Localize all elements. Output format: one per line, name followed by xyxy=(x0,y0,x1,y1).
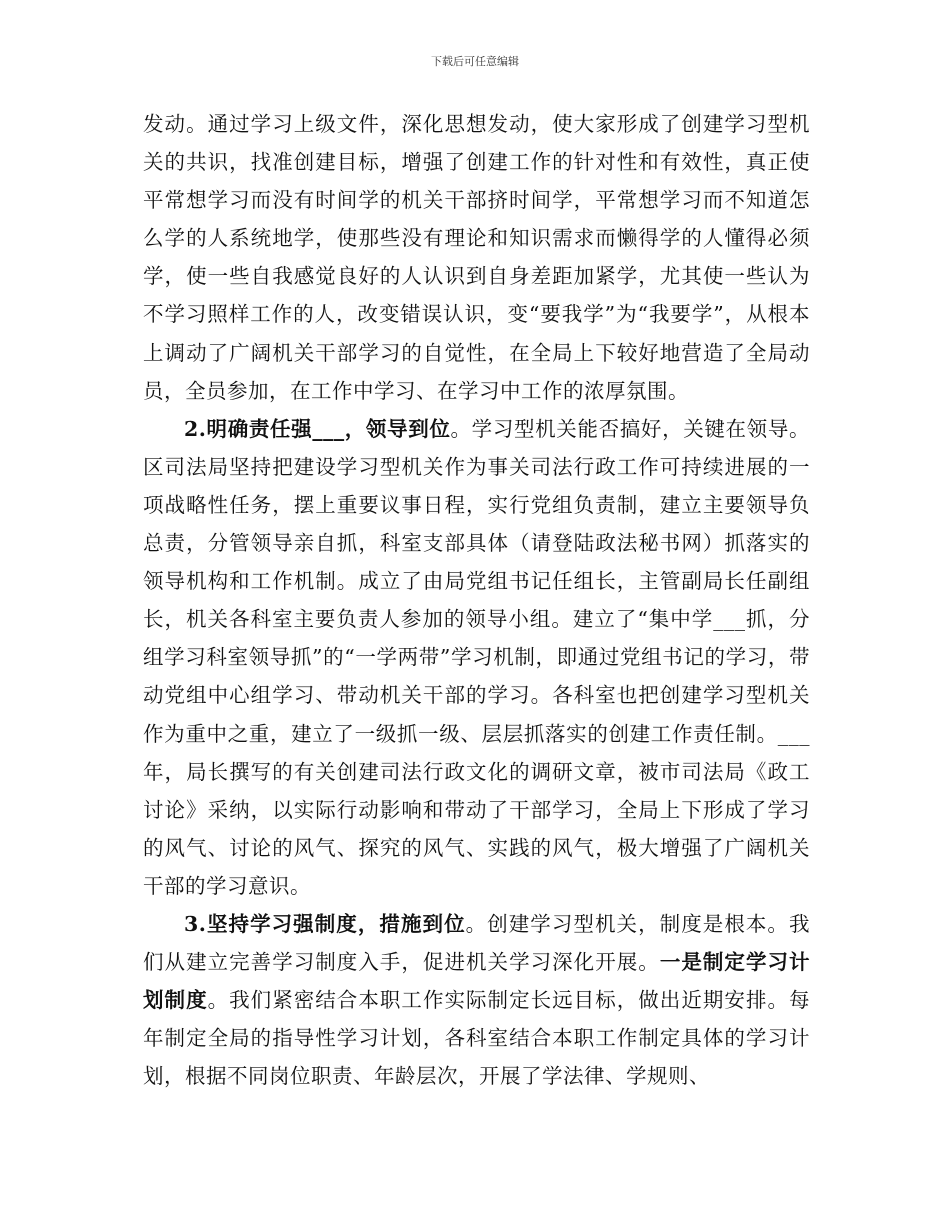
paragraph-text: 。学习型机关能否搞好，关键在领导。区司法局坚持把建设学习型机关作为事关司法行政工作可持续进展的一项战略性任务，摆上重要议事日程，实行党组负责制，建立主要领导负总责，分管领导亲自抓，科室支部具体（请登陆政法秘书网）抓落实的领导机构和工作机制。成立了由局党组书记任组长，主管副局长任副组长，机关各科室主要负责人参加的领导小组。建立了“集中学___抓，分组学习科室领导抓”的“一学两带”学习机制，即通过党组书记的学习，带动党组中心组学习、带动机关干部的学习。各科室也把创建学习型机关作为重中之重，建立了一级抓一级、层层抓落实的创建工作责任制。___年，局长撰写的有关创建司法行政文化的调研文章，被市司法局《政工讨论》采纳，以实际行动影响和带动了干部学习，全局上下形成了学习的风气、讨论的风气、探究的风气、实践的风气，极大增强了广阔机关干部的学习意识。 xyxy=(143,416,810,898)
document-body xyxy=(143,105,810,1095)
section-heading: 2.明确责任强___，领导到位 xyxy=(184,416,451,441)
paragraph-section-2 xyxy=(143,410,810,905)
paragraph-text: 发动。通过学习上级文件，深化思想发动，使大家形成了创建学习型机关的共识，找准创建目标，增强了创建工作的针对性和有效性，真正使平常想学习而没有时间学的机关干部挤时间学，平常想学习而不知道怎么学的人系统地学，使那些没有理论和知识需求而懒得学的人懂得必须学，使一些自我感觉良好的人认识到自身差距加紧学，尤其使一些认为不学习照样工作的人，改变错误认识，变“要我学”为“我要学”，从根本上调动了广阔机关干部学习的自觉性，在全局上下较好地营造了全局动员，全员参加，在工作中学习、在学习中工作的浓厚氛围。 xyxy=(143,112,810,403)
paragraph-intro xyxy=(143,105,810,410)
subsection-heading: 一是制定学习计划制度 xyxy=(143,950,811,1013)
section-heading: 3.坚持学习强制度，措施到位 xyxy=(184,911,466,936)
paragraph-section-3 xyxy=(143,905,810,1095)
page-header: 下载后可任意编辑 xyxy=(431,55,519,68)
paragraph-text: 。创建学习型机关，制度是根本。我们从建立完善学习制度入手，促进机关学习深化开展。 xyxy=(143,911,810,975)
paragraph-text: 。我们紧密结合本职工作实际制定长远目标，做出近期安排。每年制定全局的指导性学习计划，各科室结合本职工作制定具体的学习计划，根据不同岗位职责、年龄层次，开展了学法律、学规则、 xyxy=(143,988,811,1089)
